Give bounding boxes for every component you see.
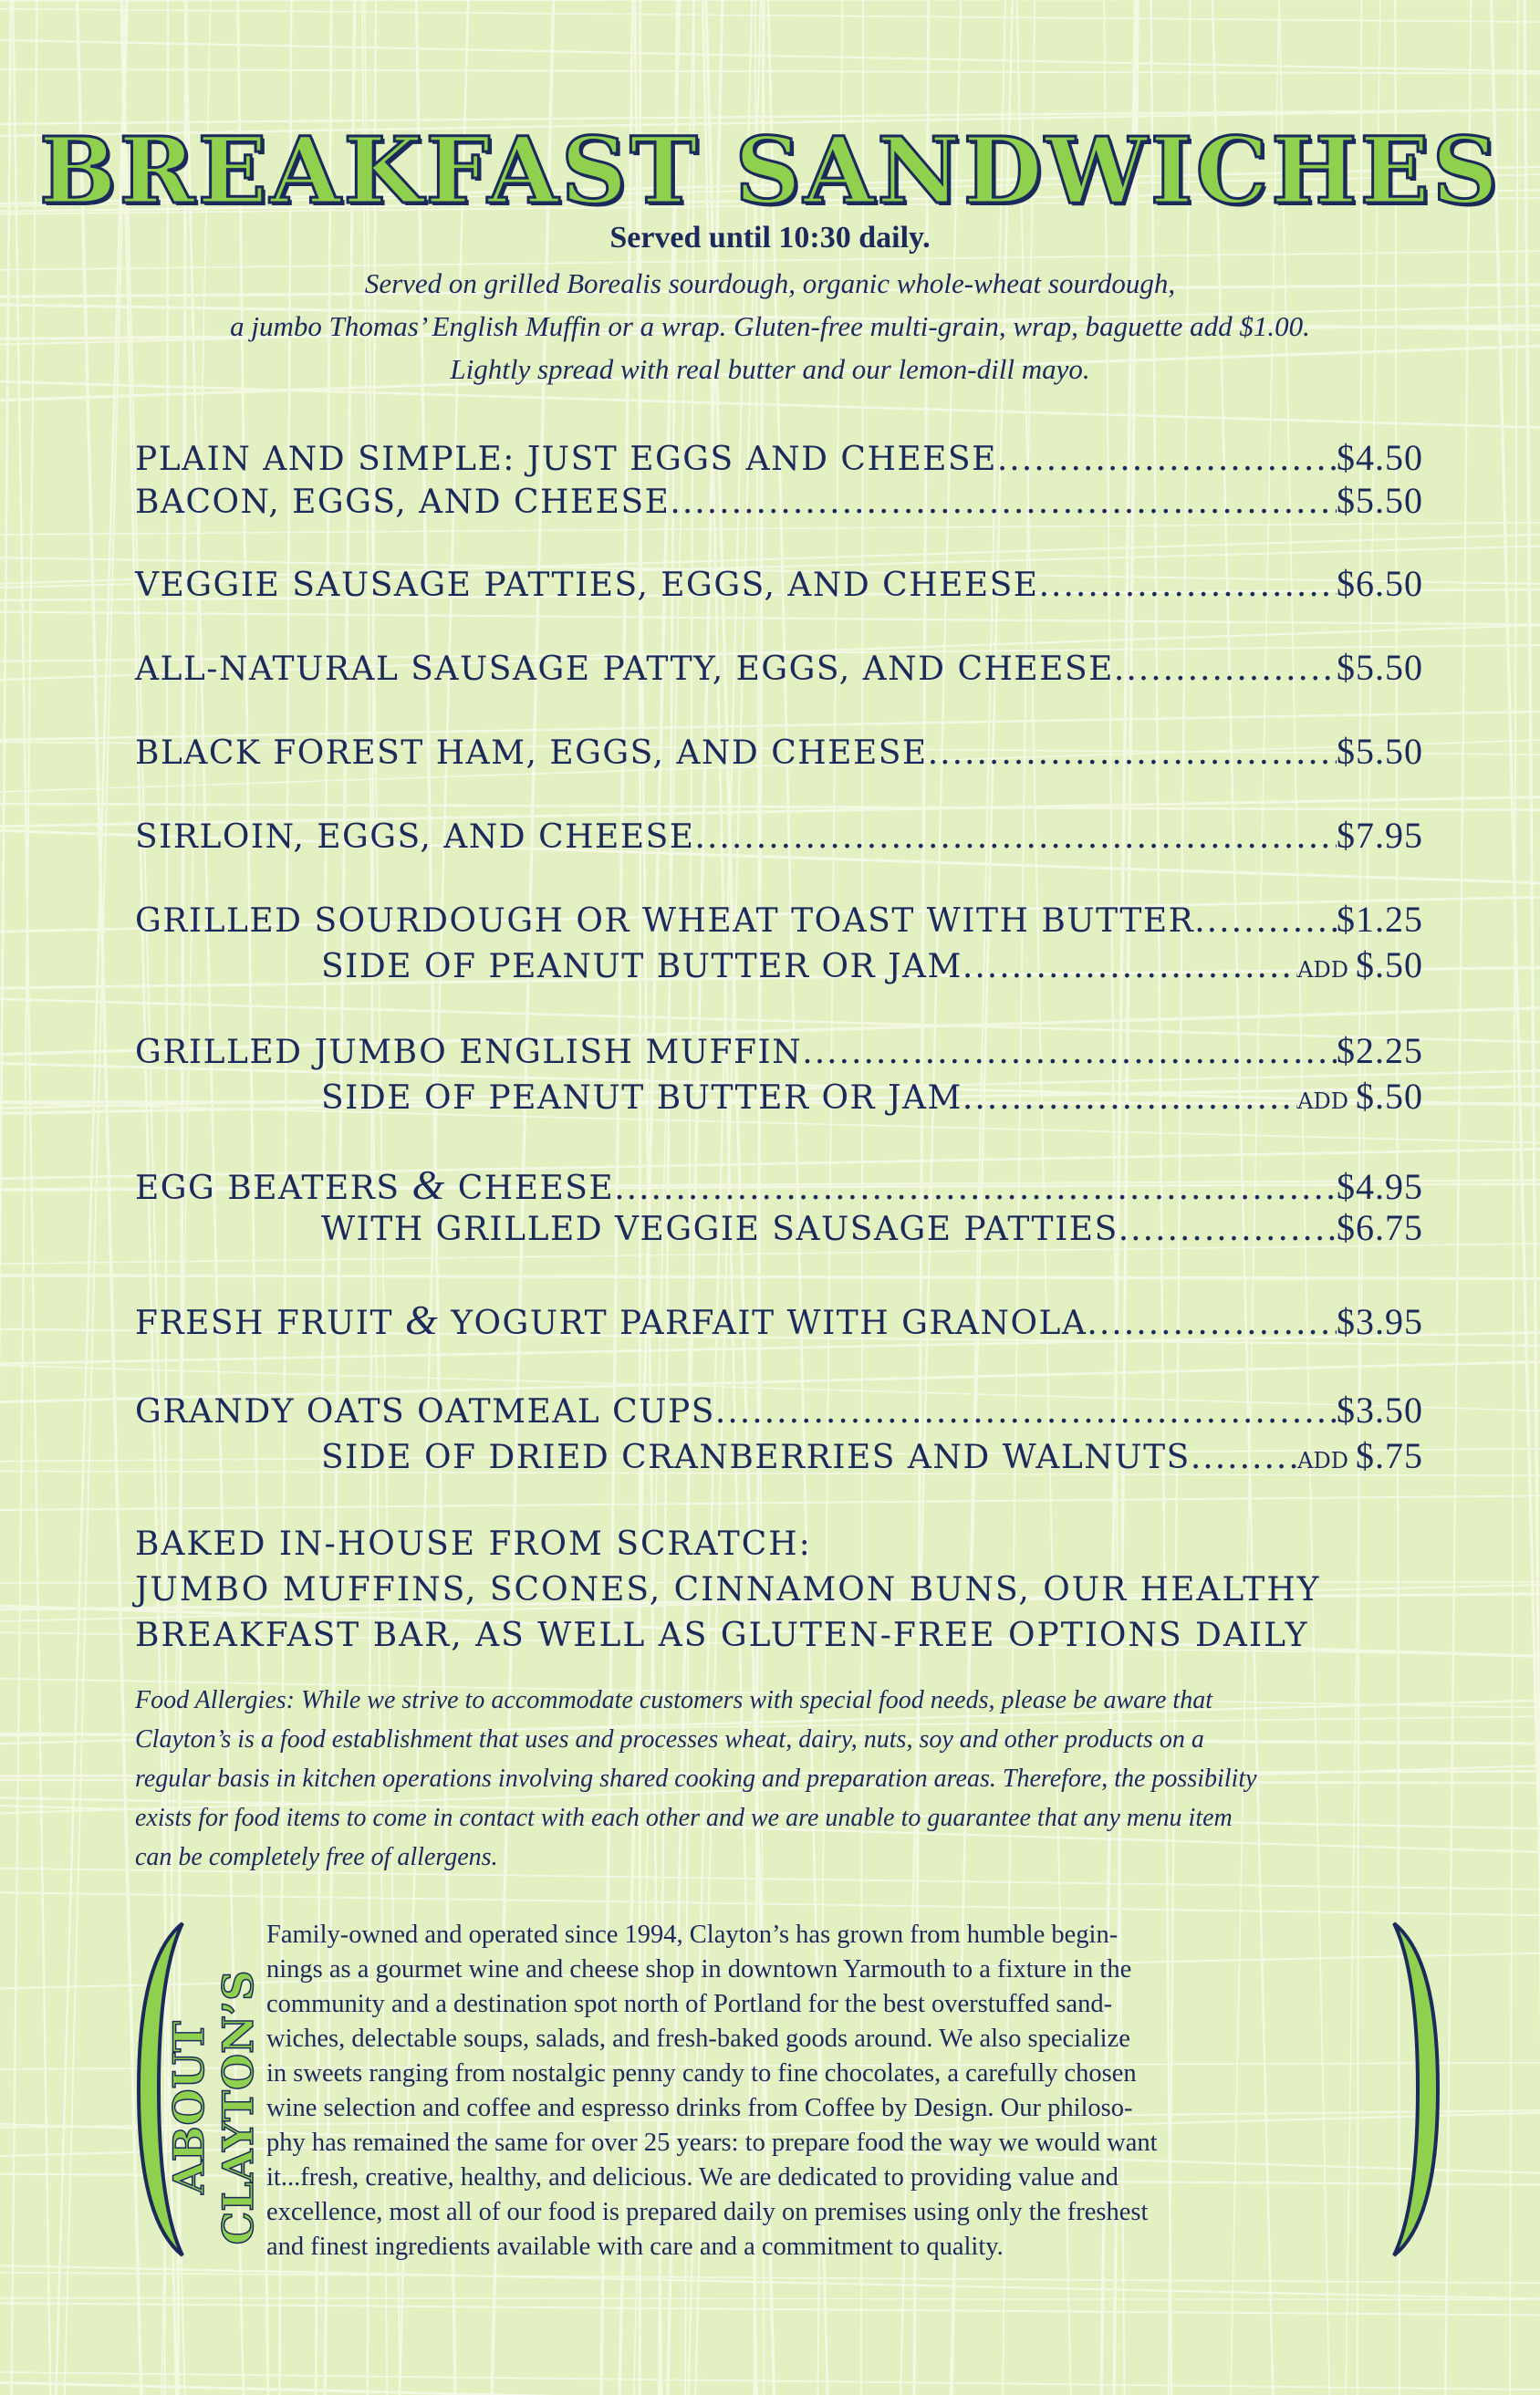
menu-item-name: GRILLED SOURDOUGH OR WHEAT TOAST WITH BUTTER	[135, 902, 1195, 940]
menu-item-price: $5.50	[1337, 647, 1423, 688]
about-text-line: wiches, delectable soups, salads, and fresh-baked goods around. We also specialize	[266, 2025, 1130, 2053]
menu-item-name: SIDE OF PEANUT BUTTER OR JAM	[321, 948, 962, 985]
menu-item-price: $4.95	[1337, 1166, 1423, 1207]
menu-item-name: SIRLOIN, EGGS, AND CHEESE	[135, 818, 695, 856]
baked-line: BREAKFAST BAR, AS WELL AS GLUTEN-FREE OPTIONS DAILY	[135, 1617, 1309, 1654]
baked-line: JUMBO MUFFINS, SCONES, CINNAMON BUNS, OUR HEALTHY	[135, 1571, 1321, 1609]
add-label: ADD	[1297, 1088, 1348, 1114]
menu-item-price: $3.50	[1337, 1390, 1423, 1431]
menu-item-name: BLACK FOREST HAM, EGGS, AND CHEESE	[135, 734, 928, 772]
add-label: ADD	[1297, 957, 1348, 983]
menu-item-price: $1.25	[1337, 899, 1423, 940]
menu-item	[135, 814, 1423, 857]
menu-item	[135, 1296, 1423, 1344]
menu-item-price: $3.95	[1337, 1301, 1423, 1342]
menu-item-price: $.50	[1356, 944, 1423, 985]
allergy-note-line: can be completely free of allergens.	[135, 1843, 498, 1871]
about-text-line: excellence, most all of our food is prepared daily on premises using only the freshest	[266, 2198, 1149, 2226]
menu-item	[135, 646, 1423, 689]
menu-item-name: FRESH FRUIT & YOGURT PARFAIT WITH GRANOLA	[135, 1296, 1087, 1343]
about-text-line: nings as a gourmet wine and cheese shop in downtown Yarmouth to a fixture in the	[266, 1955, 1132, 1984]
allergy-note-line: Clayton’s is a food establishment that uses and processes wheat, dairy, nuts, soy and other products on a	[135, 1725, 1204, 1754]
menu-item-price: $6.50	[1337, 563, 1423, 604]
ampersand: &	[404, 1296, 440, 1343]
menu-item	[135, 1161, 1423, 1209]
menu-addon	[321, 1075, 1423, 1118]
menu-item-price: $4.50	[1337, 437, 1423, 478]
menu-item-name: GRANDY OATS OATMEAL CUPS	[135, 1393, 715, 1431]
menu-item-price: $7.95	[1337, 815, 1423, 856]
menu-item-name: PLAIN AND SIMPLE: JUST EGGS AND CHEESE	[135, 441, 997, 478]
menu-item	[135, 479, 1423, 522]
menu-addon	[321, 1206, 1423, 1249]
menu-item	[135, 1389, 1423, 1432]
menu-item-price: $2.25	[1337, 1030, 1423, 1071]
menu-item	[135, 562, 1423, 605]
about-text-line: it...fresh, creative, healthy, and delicious. We are dedicated to providing value and	[266, 2163, 1119, 2192]
menu-item	[135, 898, 1423, 941]
menu-item-name: VEGGIE SAUSAGE PATTIES, EGGS, AND CHEESE	[135, 567, 1039, 604]
add-label: ADD	[1297, 1448, 1348, 1473]
menu-item-name: SIDE OF PEANUT BUTTER OR JAM	[321, 1079, 962, 1117]
ampersand: &	[411, 1161, 446, 1208]
menu-item-name: GRILLED JUMBO ENGLISH MUFFIN	[135, 1034, 803, 1071]
menu-item-price: $.50	[1356, 1076, 1423, 1117]
menu-item-name: ALL-NATURAL SAUSAGE PATTY, EGGS, AND CHEESE	[135, 651, 1114, 688]
menu-item	[135, 1029, 1423, 1072]
menu-addon	[321, 1434, 1423, 1477]
about-text-line: community and a destination spot north of Portland for the best overstuffed sand-	[266, 1990, 1113, 2018]
menu-item-name: WITH GRILLED VEGGIE SAUSAGE PATTIES	[321, 1211, 1119, 1248]
menu-item-name: SIDE OF DRIED CRANBERRIES AND WALNUTS	[321, 1439, 1191, 1476]
menu-item-name: BACON, EGGS, AND CHEESE	[135, 484, 671, 521]
about-text-line: Family-owned and operated since 1994, Clayton’s has grown from humble begin-	[266, 1921, 1119, 1949]
served-until-note: Served until 10:30 daily.	[609, 221, 931, 255]
allergy-note-line: exists for food items to come in contact with each other and we are unable to guarantee that any menu item	[135, 1804, 1233, 1832]
menu-item-price: $6.75	[1337, 1207, 1423, 1248]
about-claytons-label: ABOUT CLAYTON’S	[164, 1970, 263, 2245]
allergy-note-line: Food Allergies: While we strive to accommodate customers with special food needs, please be aware that	[135, 1686, 1212, 1714]
about-text-line: in sweets ranging from nostalgic penny candy to fine chocolates, a carefully chosen	[266, 2059, 1137, 2088]
menu-item-price: $5.50	[1337, 731, 1423, 772]
baked-heading: BAKED IN-HOUSE FROM SCRATCH:	[135, 1526, 812, 1563]
menu-item	[135, 436, 1423, 479]
about-text-line: wine selection and coffee and espresso drinks from Coffee by Design. Our philoso-	[266, 2094, 1133, 2122]
menu-item	[135, 730, 1423, 773]
allergy-note-line: regular basis in kitchen operations involving shared cooking and preparation areas. Therefore, the possibility	[135, 1765, 1257, 1793]
page-title: BREAKFAST SANDWICHES	[38, 117, 1502, 224]
bread-description-line: Served on grilled Borealis sourdough, organic whole-wheat sourdough,	[364, 267, 1176, 299]
menu-item-price: $5.50	[1337, 480, 1423, 521]
about-text-line: and finest ingredients available with care and a commitment to quality.	[266, 2233, 1004, 2261]
about-text-line: phy has remained the same for over 25 years: to prepare food the way we would want	[266, 2129, 1158, 2157]
bread-description-line: a jumbo Thomas’ English Muffin or a wrap. Gluten-free multi-grain, wrap, baguette add $1.00.	[230, 310, 1310, 342]
menu-addon	[321, 943, 1423, 986]
menu-item-name: EGG BEATERS & CHEESE	[135, 1161, 615, 1208]
bread-description-line: Lightly spread with real butter and our lemon-dill mayo.	[450, 353, 1090, 385]
menu-item-price: $.75	[1356, 1435, 1423, 1476]
